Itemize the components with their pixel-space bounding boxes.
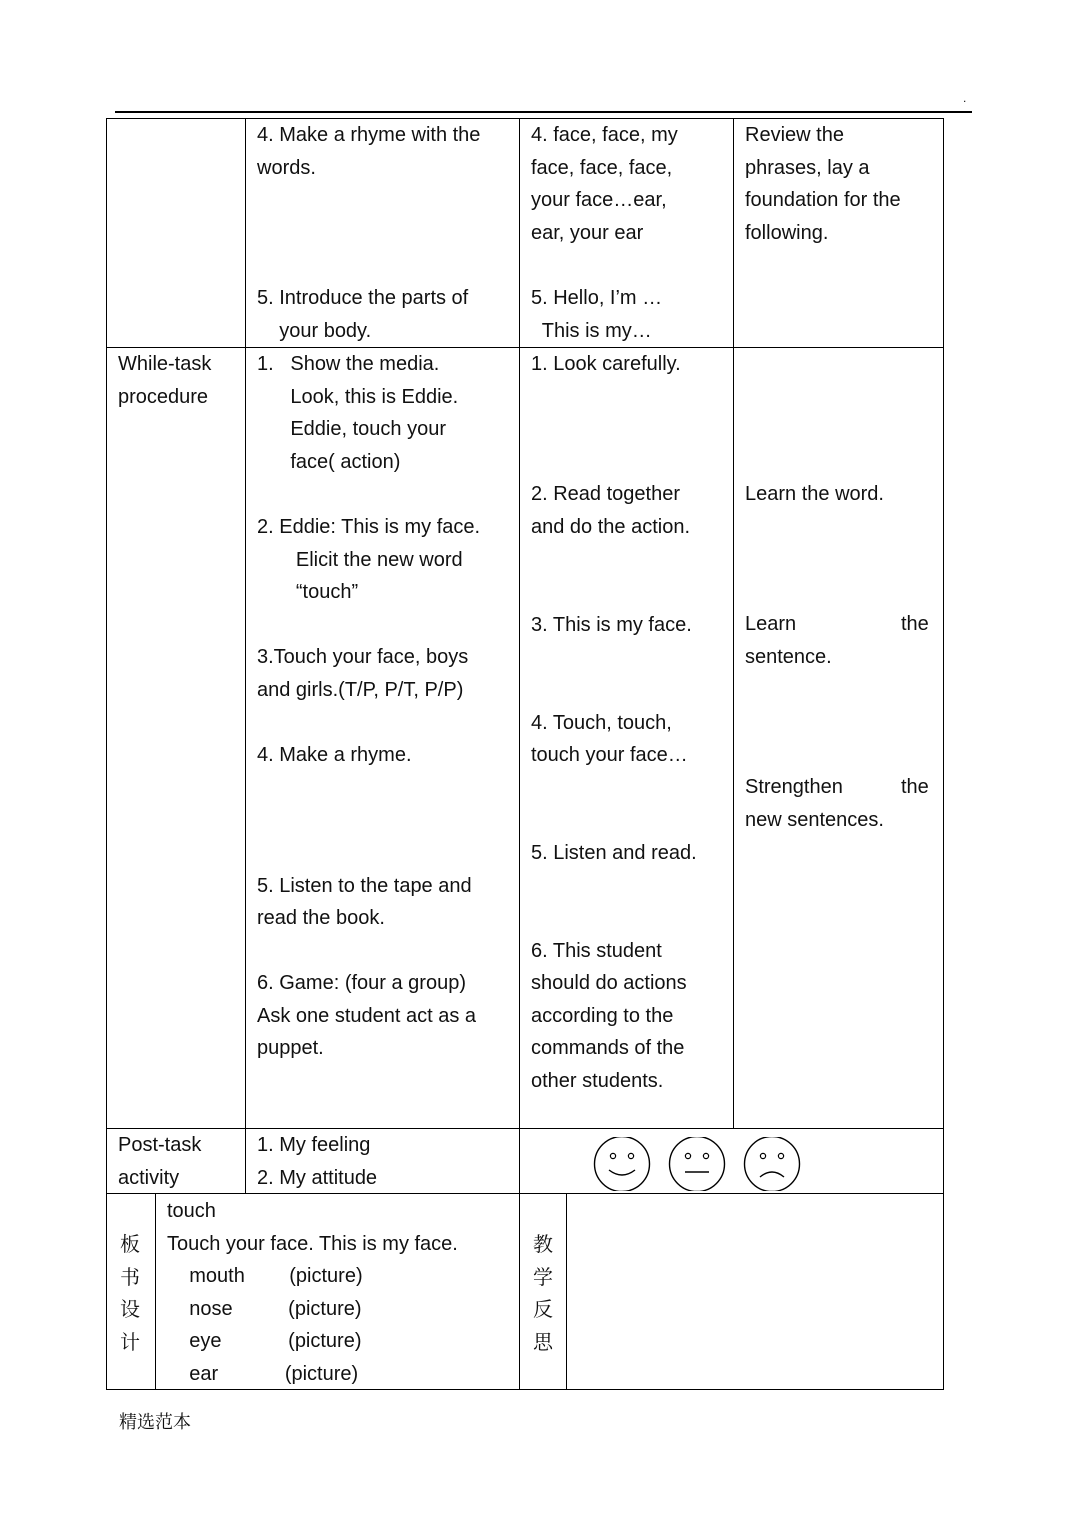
while-task-purpose-strengthen-the: the <box>901 776 929 798</box>
text-line <box>531 902 697 935</box>
text-line <box>531 446 697 479</box>
text-line: face, face, face, <box>531 156 673 179</box>
frowning-face-icon <box>745 1137 800 1191</box>
text-line: “touch” <box>257 581 359 604</box>
text-line: following. <box>745 221 829 244</box>
text-line <box>531 641 697 674</box>
neutral-face-icon <box>670 1137 725 1191</box>
text-line <box>257 935 480 968</box>
text-line <box>257 837 480 870</box>
post-task-teacher-activity <box>257 1129 377 1194</box>
text-line: Review the <box>745 124 844 146</box>
text-line: foundation for the <box>745 189 901 212</box>
text-line <box>531 544 697 577</box>
text-line <box>531 772 697 805</box>
board-line: ear (picture) <box>167 1362 359 1385</box>
text-line: 6. This student <box>531 939 662 962</box>
text-line: puppet. <box>257 1037 324 1060</box>
text-line: Elicit the new word <box>257 548 463 571</box>
text-line: 1. Show the media. <box>257 353 440 375</box>
text-line <box>257 772 480 805</box>
while-task-purpose-learn-sentence-the: the <box>901 613 929 635</box>
text-line: touch your face… <box>531 744 688 767</box>
text-line <box>531 674 697 707</box>
text-line: Ask one student act as a <box>257 1004 477 1027</box>
text-line: 3.Touch your face, boys <box>257 646 469 669</box>
text-line: your face…ear, <box>531 189 667 212</box>
while-task-purpose-sentence: sentence. <box>745 646 832 668</box>
board-design-label <box>115 1228 145 1358</box>
board-line: Touch your face. This is my face. <box>167 1232 458 1255</box>
label-char: 计 <box>120 1329 140 1354</box>
label-char: 反 <box>533 1297 553 1322</box>
text-line: 5. Listen to the tape and <box>257 874 472 897</box>
text-line: phrases, lay a <box>745 156 870 179</box>
text-line: other students. <box>531 1070 664 1093</box>
text-line: your body. <box>257 319 372 342</box>
text-line: 4. Touch, touch, <box>531 711 672 734</box>
smiling-face-icon <box>595 1137 650 1191</box>
label-char: 设 <box>120 1297 140 1322</box>
text-line: 1. My feeling <box>257 1134 371 1156</box>
text-line: 4. Make a rhyme. <box>257 744 412 767</box>
text-line: commands of the <box>531 1037 685 1060</box>
while-task-teacher-activity <box>257 348 480 1065</box>
text-line: words. <box>257 156 316 179</box>
text-line: 2. Eddie: This is my face. <box>257 515 481 538</box>
text-line <box>257 707 480 740</box>
while-task-purpose-learn-word: Learn the word. <box>745 483 884 505</box>
label-char: 教 <box>533 1232 553 1256</box>
text-line <box>257 478 480 511</box>
text-line: should do actions <box>531 972 687 995</box>
while-task-purpose-strengthen: Strengthen <box>745 776 843 798</box>
while-task-student-activity <box>531 348 697 1098</box>
feeling-faces <box>590 1137 810 1191</box>
label-char: 思 <box>533 1329 553 1354</box>
text-line: procedure <box>118 385 209 408</box>
label-char: 板 <box>120 1232 140 1256</box>
text-line: according to the <box>531 1004 674 1027</box>
text-line <box>531 804 697 837</box>
while-task-purpose-new-sentences: new sentences. <box>745 809 884 831</box>
text-line: 6. Game: (four a group) <box>257 972 466 995</box>
board-line: eye (picture) <box>167 1330 362 1353</box>
text-line: 4. Make a rhyme with the <box>257 124 481 146</box>
while-task-purpose-learn-sentence: Learn <box>745 613 797 635</box>
while-task-stage-label <box>118 348 211 413</box>
warmup-purpose <box>745 119 901 249</box>
text-line: 2. Read together <box>531 483 680 506</box>
text-line <box>531 870 697 903</box>
teaching-reflection-label <box>528 1228 558 1358</box>
text-line: Look, this is Eddie. <box>257 385 459 408</box>
board-design-content <box>167 1195 458 1391</box>
text-line: 4. face, face, my <box>531 124 678 146</box>
text-line: and girls.(T/P, P/T, P/P) <box>257 678 464 701</box>
board-line: touch <box>167 1200 216 1222</box>
board-line: nose (picture) <box>167 1297 362 1320</box>
footer-text: 精选范本 <box>119 1412 191 1433</box>
post-task-stage-label <box>118 1129 201 1194</box>
text-line: Post-task <box>118 1134 202 1156</box>
text-line: Eddie, touch your <box>257 418 446 441</box>
text-line: 5. Introduce the parts of <box>257 286 469 309</box>
header-dot: . <box>963 91 967 105</box>
label-char: 书 <box>120 1264 140 1289</box>
text-line: read the book. <box>257 907 385 930</box>
text-line: 2. My attitude <box>257 1166 378 1189</box>
teaching-reflection-area <box>567 1194 943 1389</box>
text-line: 1. Look carefully. <box>531 353 681 375</box>
text-line <box>257 804 480 837</box>
header-rule <box>115 111 972 113</box>
text-line: face( action) <box>257 450 401 473</box>
text-line <box>257 249 480 282</box>
text-line <box>531 381 697 414</box>
text-line: 5. Listen and read. <box>531 841 697 864</box>
text-line: While-task <box>118 353 212 375</box>
text-line: 5. Hello, I’m … <box>531 286 663 309</box>
text-line <box>531 576 697 609</box>
text-line: activity <box>118 1166 180 1189</box>
text-line <box>257 609 480 642</box>
text-line: and do the action. <box>531 515 691 538</box>
text-line <box>257 184 480 217</box>
warmup-teacher-activity <box>257 119 480 347</box>
text-line <box>531 249 678 282</box>
text-line: 3. This is my face. <box>531 613 692 636</box>
text-line <box>257 217 480 250</box>
board-line: mouth (picture) <box>167 1265 363 1288</box>
label-char: 学 <box>533 1264 553 1289</box>
text-line <box>531 413 697 446</box>
warmup-student-activity <box>531 119 678 347</box>
text-line: ear, your ear <box>531 221 644 244</box>
text-line: This is my… <box>531 319 652 342</box>
